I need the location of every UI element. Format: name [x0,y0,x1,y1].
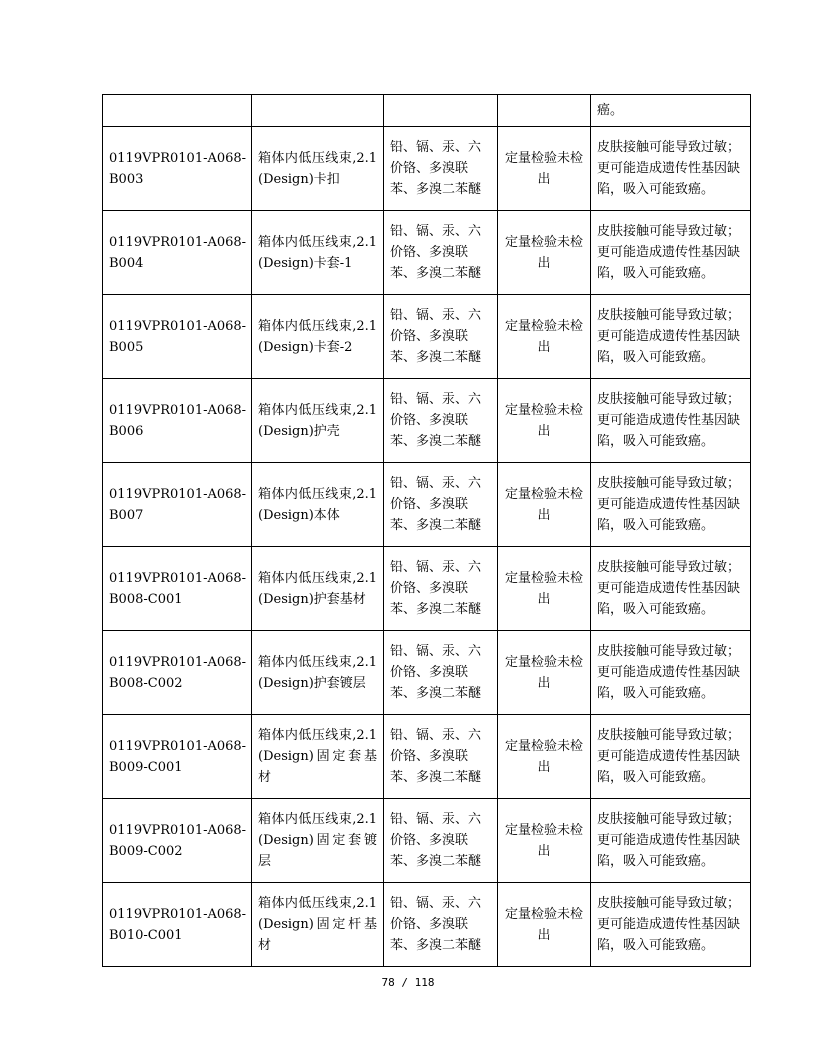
substances-cell [384,95,498,127]
hazard-cell: 皮肤接触可能导致过敏；更可能造成遗传性基因缺陷，吸入可能致癌。 [591,715,751,799]
part-number-line-1: 0119VPR0101-A068- [109,402,247,418]
part-number-line-1: 0119VPR0101-A068- [109,822,247,838]
part-name-cell: 箱体内低压线束,2.1 (Design)本体 [252,463,384,547]
part-name-cell: 箱体内低压线束,2.1 (Design)卡套-2 [252,295,384,379]
part-number-line-1: 0119VPR0101-A068- [109,234,247,250]
part-name-cell [252,95,384,127]
substances-cell: 铅、镉、汞、六价铬、多溴联苯、多溴二苯醚 [384,127,498,211]
part-number-cell [103,211,252,295]
part-number-line-2: B009-C002 [109,843,183,859]
hazard-table [102,94,751,967]
substances-cell: 铅、镉、汞、六价铬、多溴联苯、多溴二苯醚 [384,547,498,631]
part-number-cell [103,463,252,547]
substances-cell: 铅、镉、汞、六价铬、多溴联苯、多溴二苯醚 [384,631,498,715]
test-result-cell: 定量检验未检出 [498,295,591,379]
hazard-cell: 皮肤接触可能导致过敏；更可能造成遗传性基因缺陷，吸入可能致癌。 [591,127,751,211]
test-result-cell: 定量检验未检出 [498,715,591,799]
part-name-cell: 箱体内低压线束,2.1 (Design)固定套镀层 [252,799,384,883]
hazard-cell: 皮肤接触可能导致过敏；更可能造成遗传性基因缺陷，吸入可能致癌。 [591,547,751,631]
part-name-cell: 箱体内低压线束,2.1 (Design)卡扣 [252,127,384,211]
part-number-line-1: 0119VPR0101-A068- [109,486,247,502]
hazard-cell: 癌。 [591,95,751,127]
hazard-cell: 皮肤接触可能导致过敏；更可能造成遗传性基因缺陷，吸入可能致癌。 [591,883,751,967]
part-number-line-1: 0119VPR0101-A068- [109,654,247,670]
hazard-cell: 皮肤接触可能导致过敏；更可能造成遗传性基因缺陷，吸入可能致癌。 [591,295,751,379]
part-number-cell [103,127,252,211]
table-row [103,799,751,883]
hazard-cell: 皮肤接触可能导致过敏；更可能造成遗传性基因缺陷，吸入可能致癌。 [591,379,751,463]
part-number-cell [103,379,252,463]
table-row [103,883,751,967]
part-name-cell: 箱体内低压线束,2.1 (Design)卡套-1 [252,211,384,295]
table-row [103,295,751,379]
part-number-cell [103,95,252,127]
part-number-line-2: B008-C001 [109,591,183,607]
table-body [103,95,751,967]
part-number-line-2: B006 [109,423,144,439]
test-result-cell: 定量检验未检出 [498,127,591,211]
hazard-cell: 皮肤接触可能导致过敏；更可能造成遗传性基因缺陷，吸入可能致癌。 [591,463,751,547]
table-row [103,127,751,211]
part-name-cell: 箱体内低压线束,2.1 (Design)护套镀层 [252,631,384,715]
part-number-line-1: 0119VPR0101-A068- [109,150,247,166]
test-result-cell: 定量检验未检出 [498,799,591,883]
substances-cell: 铅、镉、汞、六价铬、多溴联苯、多溴二苯醚 [384,379,498,463]
part-name-cell: 箱体内低压线束,2.1 (Design)固定套基材 [252,715,384,799]
test-result-cell: 定量检验未检出 [498,547,591,631]
page-number: 78 / 118 [381,976,435,989]
table-row-continued [103,95,751,127]
hazard-cell: 皮肤接触可能导致过敏；更可能造成遗传性基因缺陷，吸入可能致癌。 [591,799,751,883]
table-row [103,463,751,547]
part-number-line-2: B005 [109,339,144,355]
substances-cell: 铅、镉、汞、六价铬、多溴联苯、多溴二苯醚 [384,715,498,799]
part-number-line-2: B004 [109,255,144,271]
table-row [103,715,751,799]
part-number-cell [103,799,252,883]
part-number-line-1: 0119VPR0101-A068- [109,318,247,334]
substances-cell: 铅、镉、汞、六价铬、多溴联苯、多溴二苯醚 [384,295,498,379]
test-result-cell: 定量检验未检出 [498,211,591,295]
part-number-line-2: B009-C001 [109,759,183,775]
hazard-cell: 皮肤接触可能导致过敏；更可能造成遗传性基因缺陷，吸入可能致癌。 [591,211,751,295]
part-number-line-1: 0119VPR0101-A068- [109,570,247,586]
part-number-cell [103,883,252,967]
test-result-cell: 定量检验未检出 [498,631,591,715]
part-number-line-2: B010-C001 [109,927,183,943]
part-number-line-1: 0119VPR0101-A068- [109,738,247,754]
part-number-cell [103,547,252,631]
test-result-cell [498,95,591,127]
part-number-cell [103,295,252,379]
test-result-cell: 定量检验未检出 [498,463,591,547]
part-name-cell: 箱体内低压线束,2.1 (Design)护壳 [252,379,384,463]
part-number-line-2: B008-C002 [109,675,183,691]
part-name-cell: 箱体内低压线束,2.1 (Design)固定杆基材 [252,883,384,967]
hazard-cell: 皮肤接触可能导致过敏；更可能造成遗传性基因缺陷，吸入可能致癌。 [591,631,751,715]
table-row [103,547,751,631]
substances-cell: 铅、镉、汞、六价铬、多溴联苯、多溴二苯醚 [384,799,498,883]
substances-cell: 铅、镉、汞、六价铬、多溴联苯、多溴二苯醚 [384,211,498,295]
table-row [103,211,751,295]
part-number-line-2: B003 [109,171,144,187]
test-result-cell: 定量检验未检出 [498,379,591,463]
part-number-cell [103,715,252,799]
table-row [103,631,751,715]
substances-cell: 铅、镉、汞、六价铬、多溴联苯、多溴二苯醚 [384,883,498,967]
part-name-cell: 箱体内低压线束,2.1 (Design)护套基材 [252,547,384,631]
part-number-line-1: 0119VPR0101-A068- [109,906,247,922]
part-number-cell [103,631,252,715]
test-result-cell: 定量检验未检出 [498,883,591,967]
table-row [103,379,751,463]
part-number-line-2: B007 [109,507,144,523]
substances-cell: 铅、镉、汞、六价铬、多溴联苯、多溴二苯醚 [384,463,498,547]
